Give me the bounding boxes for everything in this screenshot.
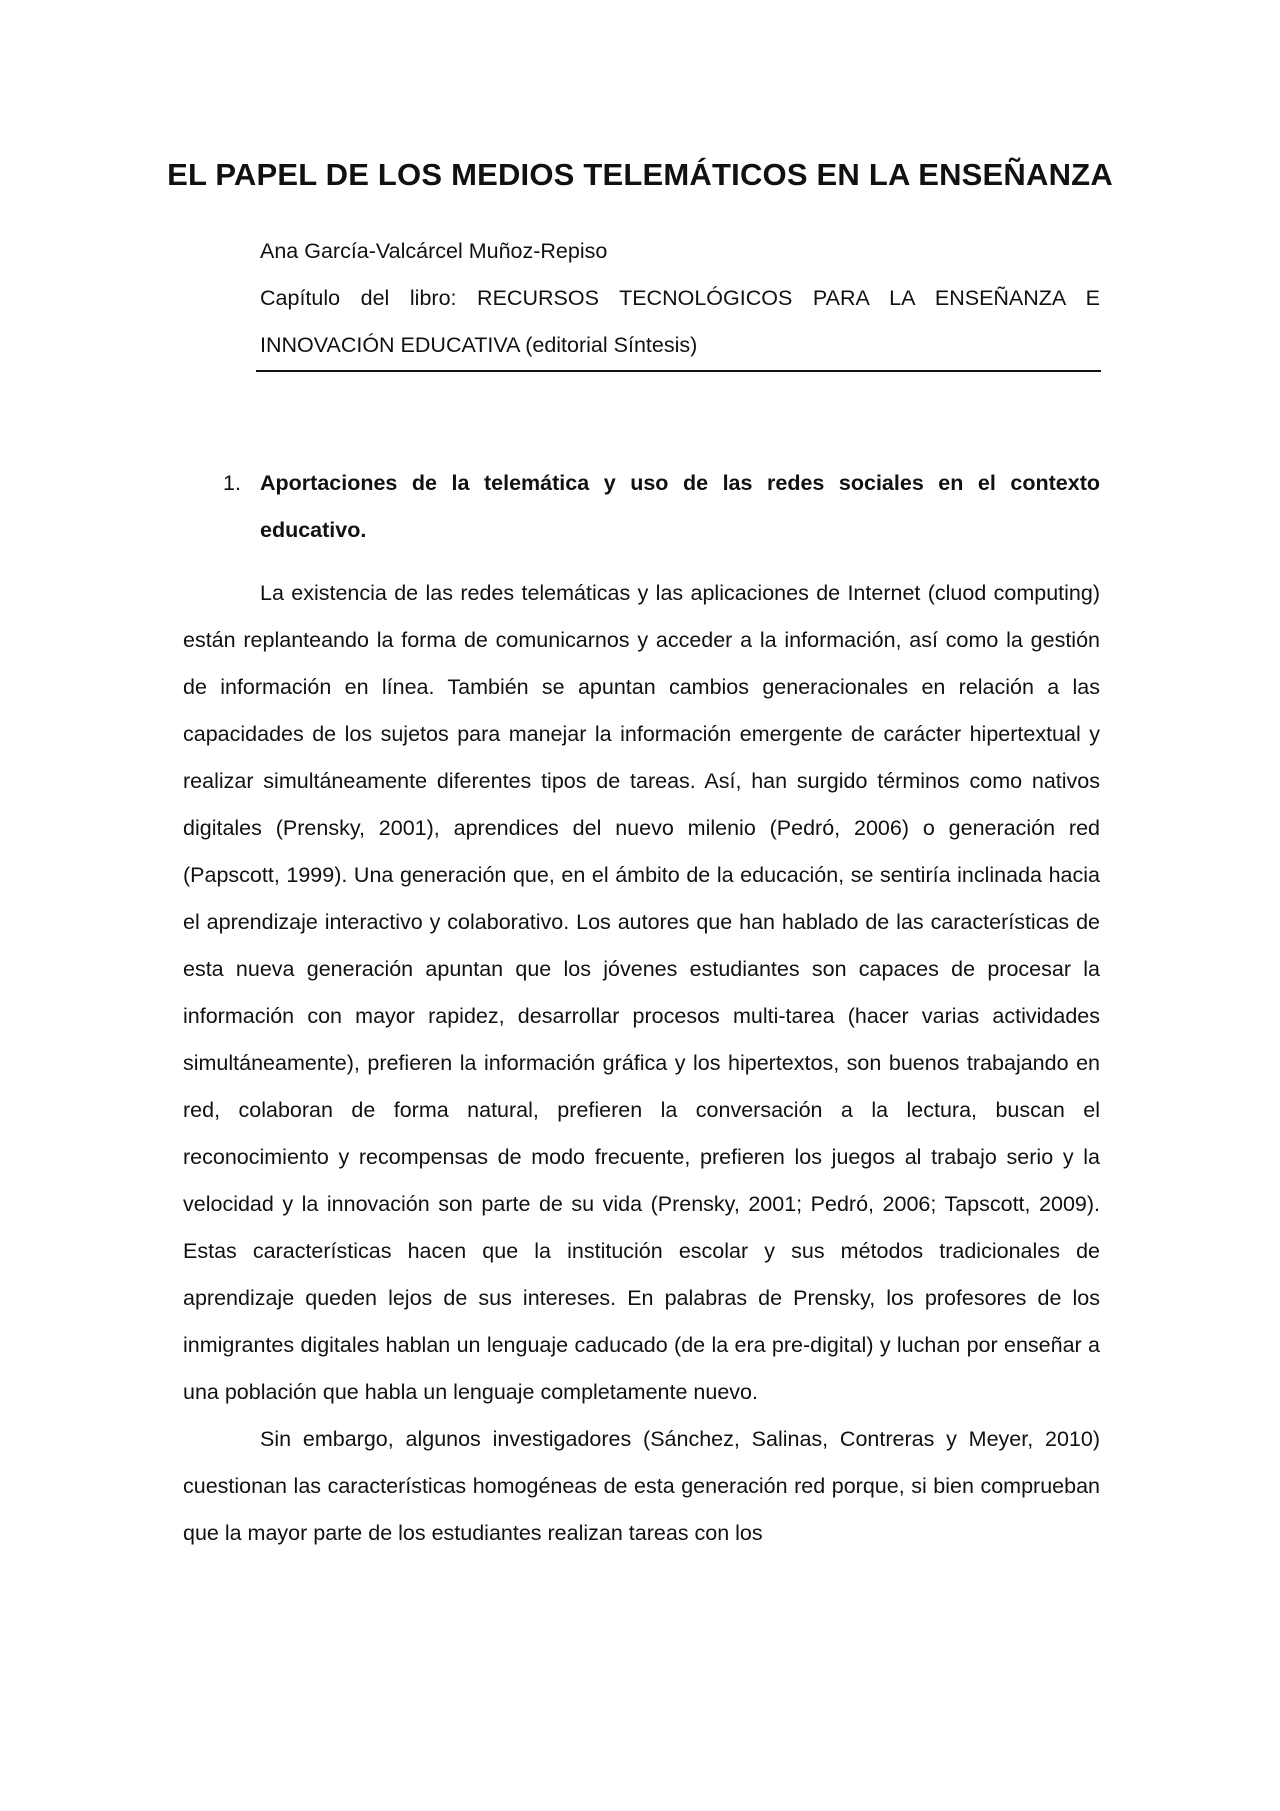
section-number: 1.	[223, 471, 241, 495]
section-1	[183, 460, 1100, 554]
header-divider	[256, 370, 1101, 372]
paragraph-2: Sin embargo, algunos investigadores (Sánchez, Salinas, Contreras y Meyer, 2010) cuestionan las características homogéneas de esta generación red porque, si bien comprueban que la mayor parte de los estudiantes realizan tareas con los	[183, 1427, 1100, 1545]
document-meta	[260, 228, 1100, 369]
document-title: EL PAPEL DE LOS MEDIOS TELEMÁTICOS EN LA ENSEÑANZA	[167, 157, 1113, 192]
section-heading: Aportaciones de la telemática y uso de las redes sociales en el contexto educativo.	[260, 471, 1100, 542]
body-text	[183, 570, 1100, 1557]
source-line-2: INNOVACIÓN EDUCATIVA (editorial Síntesis)	[260, 333, 698, 357]
paragraph-1: La existencia de las redes telemáticas y las aplicaciones de Internet (cluod computing) están replanteando la forma de comunicarnos y acceder a la información, así como la gestión de información en línea. También se apuntan cambios generacionales en relación a las capacidades de los sujetos para manejar la información emergente de carácter hipertextual y realizar simultáneamente diferentes tipos de tareas. Así, han surgido términos como nativos digitales (Prensky, 2001), aprendices del nuevo milenio (Pedró, 2006) o generación red (Papscott, 1999). Una generación que, en el ámbito de la educación, se sentiría inclinada hacia el aprendizaje interactivo y colaborativo. Los autores que han hablado de las características de esta nueva generación apuntan que los jóvenes estudiantes son capaces de procesar la información con mayor rapidez, desarrollar procesos multi-tarea (hacer varias actividades simultáneamente), prefieren la información gráfica y los hipertextos, son buenos trabajando en red, colaboran de forma natural, prefieren la conversación a la lectura, buscan el reconocimiento y recompensas de modo frecuente, prefieren los juegos al trabajo serio y la velocidad y la innovación son parte de su vida (Prensky, 2001; Pedró, 2006; Tapscott, 2009). Estas características hacen que la institución escolar y sus métodos tradicionales de aprendizaje queden lejos de sus intereses. En palabras de Prensky, los profesores de los inmigrantes digitales hablan un lenguaje caducado (de la era pre-digital) y luchan por enseñar a una población que habla un lenguaje completamente nuevo.	[183, 581, 1100, 1404]
source-line-1: Capítulo del libro: RECURSOS TECNOLÓGICOS PARA LA ENSEÑANZA E	[260, 286, 1100, 310]
author-name: Ana García-Valcárcel Muñoz-Repiso	[260, 239, 608, 263]
